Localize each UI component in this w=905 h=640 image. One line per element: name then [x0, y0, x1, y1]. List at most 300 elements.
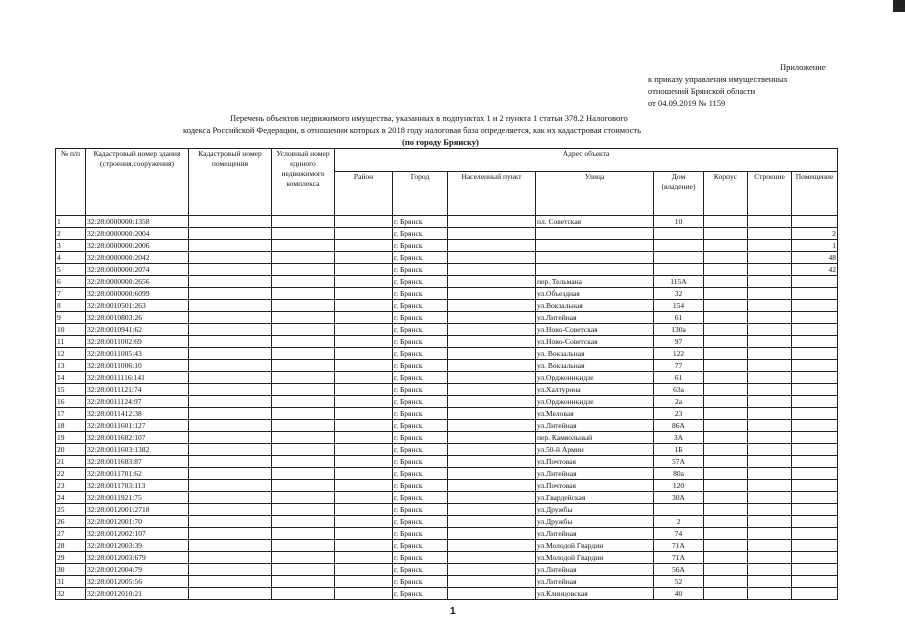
cell-number: 14 — [56, 372, 86, 384]
cell-district — [335, 552, 393, 564]
cell-cadastral-room — [189, 564, 272, 576]
cell-street: ул.Дружбы — [536, 516, 654, 528]
cell-room — [792, 588, 838, 600]
cell-settlement — [448, 480, 536, 492]
cell-settlement — [448, 300, 536, 312]
cell-city: г. Брянск — [393, 288, 448, 300]
cell-cadastral-building: 32:28:0011701:62 — [86, 468, 189, 480]
cell-conditional-number — [272, 564, 335, 576]
cell-number: 21 — [56, 456, 86, 468]
cell-street: ул.Меловая — [536, 408, 654, 420]
cell-building — [748, 564, 792, 576]
cell-number: 5 — [56, 264, 86, 276]
cell-cadastral-building: 32:28:0000000:2042 — [86, 252, 189, 264]
table-row — [56, 408, 838, 420]
register-rows — [56, 216, 838, 600]
table-row — [56, 528, 838, 540]
cell-building — [748, 468, 792, 480]
cell-building — [748, 324, 792, 336]
cell-cadastral-room — [189, 432, 272, 444]
cell-korpus — [704, 324, 748, 336]
cell-room — [792, 540, 838, 552]
cell-house: 77 — [654, 360, 704, 372]
appendix-department-line: отношений Брянской области — [648, 86, 756, 96]
cell-city: г. Брянск — [393, 396, 448, 408]
cell-cadastral-room — [189, 264, 272, 276]
cell-number: 24 — [56, 492, 86, 504]
cell-cadastral-room — [189, 492, 272, 504]
cell-house: 97 — [654, 336, 704, 348]
cell-cadastral-building: 32:28:0000000:2074 — [86, 264, 189, 276]
cell-number: 26 — [56, 516, 86, 528]
cell-district — [335, 336, 393, 348]
cell-district — [335, 408, 393, 420]
cell-conditional-number — [272, 396, 335, 408]
cell-conditional-number — [272, 348, 335, 360]
cell-building — [748, 360, 792, 372]
cell-number: 11 — [56, 336, 86, 348]
cell-city: г. Брянск — [393, 564, 448, 576]
cell-settlement — [448, 540, 536, 552]
cell-settlement — [448, 240, 536, 252]
cell-district — [335, 288, 393, 300]
cell-building — [748, 312, 792, 324]
cell-conditional-number — [272, 588, 335, 600]
cell-korpus — [704, 228, 748, 240]
cell-building — [748, 408, 792, 420]
cell-number: 22 — [56, 468, 86, 480]
cell-conditional-number — [272, 324, 335, 336]
table-row — [56, 240, 838, 252]
cell-city: г. Брянск — [393, 552, 448, 564]
cell-city: г. Брянск — [393, 264, 448, 276]
cell-district — [335, 264, 393, 276]
cell-korpus — [704, 432, 748, 444]
table-row — [56, 324, 838, 336]
cell-room — [792, 216, 838, 228]
cell-street: ул.Литейная — [536, 312, 654, 324]
cell-number: 4 — [56, 252, 86, 264]
cell-city: г. Брянск — [393, 468, 448, 480]
cell-cadastral-room — [189, 240, 272, 252]
cell-house — [654, 228, 704, 240]
cell-cadastral-building: 32:28:0011921:75 — [86, 492, 189, 504]
cell-street: пер. Тельмана — [536, 276, 654, 288]
cell-settlement — [448, 264, 536, 276]
table-row — [56, 216, 838, 228]
cell-room — [792, 444, 838, 456]
cell-korpus — [704, 216, 748, 228]
cell-korpus — [704, 336, 748, 348]
cell-street: ул.Литейная — [536, 420, 654, 432]
header-cadastral-room: Кадастровый номер помещения — [189, 149, 272, 216]
cell-district — [335, 324, 393, 336]
cell-number: 28 — [56, 540, 86, 552]
cell-room — [792, 528, 838, 540]
cell-house: 63а — [654, 384, 704, 396]
cell-number: 7 — [56, 288, 86, 300]
table-row — [56, 444, 838, 456]
cell-house: 2 — [654, 516, 704, 528]
cell-korpus — [704, 516, 748, 528]
cell-house: 30А — [654, 492, 704, 504]
table-row — [56, 552, 838, 564]
cell-room: 42 — [792, 264, 838, 276]
cell-conditional-number — [272, 516, 335, 528]
cell-settlement — [448, 456, 536, 468]
cell-cadastral-building: 32:28:0012003:39 — [86, 540, 189, 552]
cell-district — [335, 252, 393, 264]
cell-street: ул.Дружбы — [536, 504, 654, 516]
cell-room — [792, 564, 838, 576]
cell-conditional-number — [272, 264, 335, 276]
cell-house: 40 — [654, 588, 704, 600]
cell-cadastral-room — [189, 444, 272, 456]
cell-number: 8 — [56, 300, 86, 312]
cell-korpus — [704, 492, 748, 504]
cell-settlement — [448, 384, 536, 396]
cell-district — [335, 456, 393, 468]
cell-house: 61 — [654, 312, 704, 324]
cell-settlement — [448, 528, 536, 540]
cell-house: 56А — [654, 564, 704, 576]
cell-conditional-number — [272, 444, 335, 456]
cell-city: г. Брянск — [393, 492, 448, 504]
property-register-table — [55, 148, 838, 600]
cell-conditional-number — [272, 480, 335, 492]
cell-room — [792, 312, 838, 324]
cell-korpus — [704, 396, 748, 408]
cell-cadastral-building: 32:28:0000000:2006 — [86, 240, 189, 252]
cell-conditional-number — [272, 528, 335, 540]
cell-district — [335, 564, 393, 576]
cell-building — [748, 420, 792, 432]
cell-street: ул.50-й Армии — [536, 444, 654, 456]
cell-cadastral-room — [189, 228, 272, 240]
cell-conditional-number — [272, 552, 335, 564]
cell-street: ул.Клинцовская — [536, 588, 654, 600]
cell-room — [792, 492, 838, 504]
cell-cadastral-room — [189, 252, 272, 264]
cell-number: 18 — [56, 420, 86, 432]
table-row — [56, 252, 838, 264]
header-conditional-number: Условный номер единого недвижимого комплекса — [272, 149, 335, 216]
cell-conditional-number — [272, 408, 335, 420]
header-number: № п/п — [56, 149, 86, 216]
cell-building — [748, 540, 792, 552]
cell-building — [748, 528, 792, 540]
cell-building — [748, 240, 792, 252]
cell-number: 17 — [56, 408, 86, 420]
cell-cadastral-building: 32:28:0011005:43 — [86, 348, 189, 360]
cell-room — [792, 552, 838, 564]
cell-district — [335, 588, 393, 600]
header-address: Адрес объекта — [335, 149, 838, 172]
cell-house: 86А — [654, 420, 704, 432]
cell-city: г. Брянск — [393, 408, 448, 420]
cell-city: г. Брянск — [393, 420, 448, 432]
cell-number: 15 — [56, 384, 86, 396]
cell-house: 130а — [654, 324, 704, 336]
page-number: 1 — [450, 606, 456, 617]
cell-city: г. Брянск — [393, 228, 448, 240]
cell-house: 122 — [654, 348, 704, 360]
cell-building — [748, 216, 792, 228]
cell-cadastral-room — [189, 312, 272, 324]
cell-cadastral-building: 32:28:0000000:2004 — [86, 228, 189, 240]
cell-house: 154 — [654, 300, 704, 312]
cell-korpus — [704, 588, 748, 600]
table-row — [56, 540, 838, 552]
cell-conditional-number — [272, 216, 335, 228]
cell-room: 48 — [792, 252, 838, 264]
cell-street: ул.Литейная — [536, 576, 654, 588]
cell-cadastral-building: 32:28:0012005:56 — [86, 576, 189, 588]
cell-street — [536, 252, 654, 264]
cell-city: г. Брянск — [393, 540, 448, 552]
cell-number: 29 — [56, 552, 86, 564]
cell-cadastral-building: 32:28:0010501:263 — [86, 300, 189, 312]
table-row — [56, 420, 838, 432]
cell-room — [792, 372, 838, 384]
cell-city: г. Брянск — [393, 360, 448, 372]
cell-room — [792, 456, 838, 468]
cell-number: 32 — [56, 588, 86, 600]
cell-building — [748, 276, 792, 288]
cell-room — [792, 276, 838, 288]
table-row — [56, 336, 838, 348]
table-row — [56, 480, 838, 492]
cell-cadastral-room — [189, 540, 272, 552]
cell-house: 80а — [654, 468, 704, 480]
cell-room — [792, 432, 838, 444]
cell-cadastral-building: 32:28:0011603:87 — [86, 456, 189, 468]
cell-number: 3 — [56, 240, 86, 252]
cell-cadastral-building: 32:28:0011006:10 — [86, 360, 189, 372]
cell-cadastral-building: 32:28:0012002:107 — [86, 528, 189, 540]
cell-korpus — [704, 540, 748, 552]
cell-building — [748, 300, 792, 312]
cell-settlement — [448, 360, 536, 372]
cell-conditional-number — [272, 228, 335, 240]
header-settlement: Населенный пункт — [448, 172, 536, 216]
cell-city: г. Брянск — [393, 588, 448, 600]
cell-room — [792, 360, 838, 372]
cell-house: 10 — [654, 216, 704, 228]
cell-house: 57А — [654, 456, 704, 468]
cell-settlement — [448, 396, 536, 408]
cell-street: ул.Литейная — [536, 528, 654, 540]
cell-house — [654, 504, 704, 516]
cell-number: 20 — [56, 444, 86, 456]
cell-room — [792, 468, 838, 480]
cell-number: 19 — [56, 432, 86, 444]
cell-korpus — [704, 444, 748, 456]
cell-city: г. Брянск — [393, 276, 448, 288]
cell-cadastral-room — [189, 468, 272, 480]
cell-street: ул.Молодой Гвардии — [536, 552, 654, 564]
cell-building — [748, 228, 792, 240]
cell-cadastral-building: 32:28:0011603:1382 — [86, 444, 189, 456]
cell-room — [792, 324, 838, 336]
cell-house — [654, 252, 704, 264]
cell-city: г. Брянск — [393, 372, 448, 384]
cell-room — [792, 516, 838, 528]
cell-street: ул.Объездная — [536, 288, 654, 300]
cell-district — [335, 228, 393, 240]
cell-district — [335, 504, 393, 516]
cell-house: 71А — [654, 540, 704, 552]
cell-city: г. Брянск — [393, 240, 448, 252]
cell-conditional-number — [272, 432, 335, 444]
cell-district — [335, 384, 393, 396]
cell-house: 23 — [654, 408, 704, 420]
cell-building — [748, 264, 792, 276]
cell-city: г. Брянск — [393, 456, 448, 468]
cell-cadastral-room — [189, 504, 272, 516]
cell-cadastral-building: 32:28:0011002:69 — [86, 336, 189, 348]
cell-conditional-number — [272, 336, 335, 348]
cell-korpus — [704, 264, 748, 276]
cell-number: 16 — [56, 396, 86, 408]
cell-district — [335, 576, 393, 588]
table-row — [56, 312, 838, 324]
cell-building — [748, 504, 792, 516]
cell-conditional-number — [272, 372, 335, 384]
cell-korpus — [704, 480, 748, 492]
table-row — [56, 456, 838, 468]
cell-korpus — [704, 564, 748, 576]
cell-cadastral-building: 32:28:0012010:21 — [86, 588, 189, 600]
cell-number: 10 — [56, 324, 86, 336]
cell-house — [654, 264, 704, 276]
cell-settlement — [448, 324, 536, 336]
cell-cadastral-room — [189, 360, 272, 372]
cell-settlement — [448, 276, 536, 288]
cell-room — [792, 420, 838, 432]
cell-room — [792, 408, 838, 420]
cell-street: пер. Камвольный — [536, 432, 654, 444]
table-row — [56, 360, 838, 372]
cell-cadastral-building: 32:28:0011116:141 — [86, 372, 189, 384]
cell-cadastral-room — [189, 396, 272, 408]
cell-city: г. Брянск — [393, 312, 448, 324]
table-row — [56, 384, 838, 396]
cell-korpus — [704, 504, 748, 516]
cell-settlement — [448, 288, 536, 300]
cell-settlement — [448, 312, 536, 324]
cell-street: ул.Почтовая — [536, 456, 654, 468]
cell-settlement — [448, 516, 536, 528]
cell-cadastral-room — [189, 384, 272, 396]
cell-korpus — [704, 408, 748, 420]
cell-district — [335, 348, 393, 360]
cell-korpus — [704, 468, 748, 480]
cell-korpus — [704, 528, 748, 540]
cell-district — [335, 360, 393, 372]
cell-number: 6 — [56, 276, 86, 288]
cell-number: 13 — [56, 360, 86, 372]
table-row — [56, 228, 838, 240]
cell-street — [536, 264, 654, 276]
cell-conditional-number — [272, 312, 335, 324]
cell-building — [748, 480, 792, 492]
cell-cadastral-building: 32:28:0012001:70 — [86, 516, 189, 528]
cell-settlement — [448, 420, 536, 432]
cell-building — [748, 432, 792, 444]
cell-cadastral-building: 32:28:0000000:2656 — [86, 276, 189, 288]
cell-cadastral-room — [189, 576, 272, 588]
cell-cadastral-room — [189, 288, 272, 300]
cell-building — [748, 396, 792, 408]
cell-house: 2а — [654, 396, 704, 408]
cell-settlement — [448, 432, 536, 444]
cell-building — [748, 336, 792, 348]
cell-district — [335, 444, 393, 456]
cell-cadastral-building: 32:28:0010803:26 — [86, 312, 189, 324]
cell-conditional-number — [272, 540, 335, 552]
cell-cadastral-room — [189, 420, 272, 432]
cell-house: 115А — [654, 276, 704, 288]
cell-settlement — [448, 444, 536, 456]
cell-street: ул.Гвардейская — [536, 492, 654, 504]
cell-city: г. Брянск — [393, 528, 448, 540]
cell-street — [536, 240, 654, 252]
cell-conditional-number — [272, 276, 335, 288]
cell-korpus — [704, 252, 748, 264]
cell-korpus — [704, 288, 748, 300]
cell-district — [335, 276, 393, 288]
cell-cadastral-room — [189, 336, 272, 348]
cell-room — [792, 348, 838, 360]
cell-district — [335, 432, 393, 444]
cell-cadastral-room — [189, 216, 272, 228]
cell-settlement — [448, 492, 536, 504]
cell-settlement — [448, 552, 536, 564]
table-row — [56, 396, 838, 408]
cell-settlement — [448, 216, 536, 228]
cell-number: 31 — [56, 576, 86, 588]
cell-korpus — [704, 348, 748, 360]
table-row — [56, 348, 838, 360]
cell-building — [748, 252, 792, 264]
cell-building — [748, 516, 792, 528]
cell-district — [335, 240, 393, 252]
cell-district — [335, 300, 393, 312]
cell-conditional-number — [272, 288, 335, 300]
cell-settlement — [448, 408, 536, 420]
table-row — [56, 288, 838, 300]
cell-cadastral-building: 32:28:0011412:38 — [86, 408, 189, 420]
cell-district — [335, 372, 393, 384]
cell-district — [335, 420, 393, 432]
cell-district — [335, 312, 393, 324]
cell-korpus — [704, 360, 748, 372]
cell-building — [748, 588, 792, 600]
cell-cadastral-building: 32:28:0000000:1358 — [86, 216, 189, 228]
cell-korpus — [704, 456, 748, 468]
cell-korpus — [704, 372, 748, 384]
table-row — [56, 492, 838, 504]
cell-street: ул.Молодой Гвардии — [536, 540, 654, 552]
appendix-label: Приложение — [780, 62, 826, 72]
header-cadastral-building: Кадастровый номер здания (строения,сооружения) — [86, 149, 189, 216]
cell-room — [792, 336, 838, 348]
cell-building — [748, 552, 792, 564]
cell-settlement — [448, 336, 536, 348]
table-row — [56, 588, 838, 600]
cell-house: 120 — [654, 480, 704, 492]
